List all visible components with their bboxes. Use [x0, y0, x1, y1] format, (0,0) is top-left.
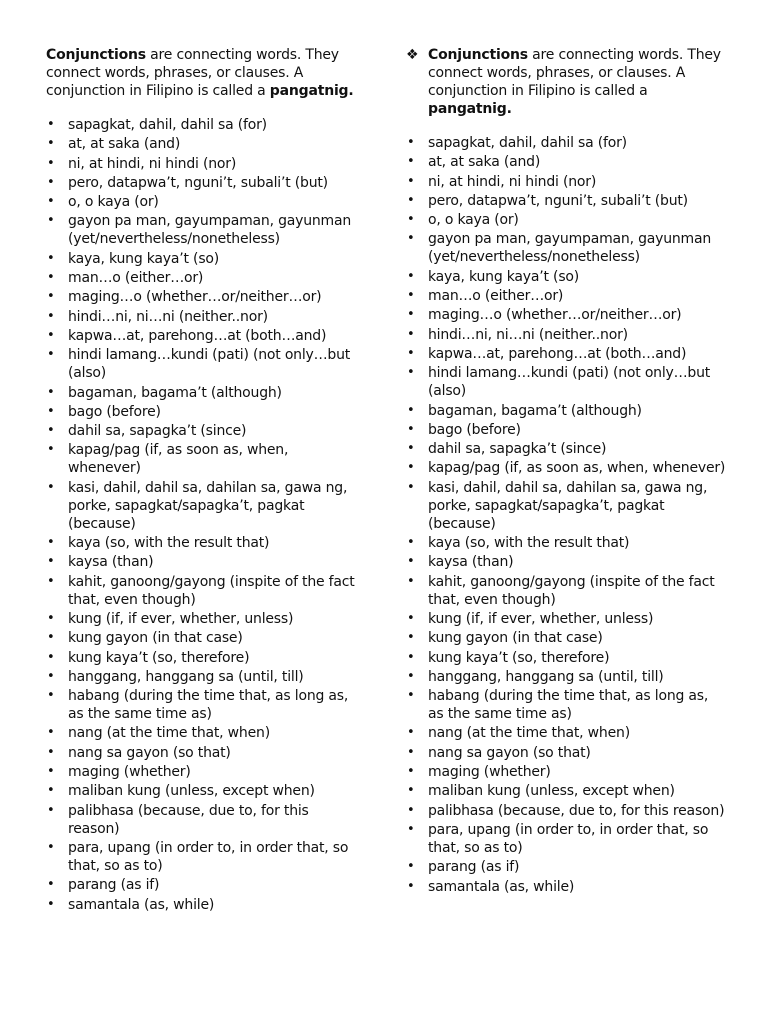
left-intro-paragraph [46, 46, 364, 100]
right-list-item: • kung kaya’t (so, therefore) [406, 649, 726, 667]
right-list-item: • hindi lamang…kundi (pati) (not only…but (also) [406, 364, 726, 400]
left-list-item: • maging (whether) [46, 763, 364, 781]
left-column [46, 46, 364, 915]
left-list-item: • kaya (so, with the result that) [46, 534, 364, 552]
right-column [406, 46, 726, 897]
left-list-item: • bago (before) [46, 403, 364, 421]
left-list-item: • kung kaya’t (so, therefore) [46, 649, 364, 667]
left-list-item: • palibhasa (because, due to, for this reason) [46, 802, 364, 838]
left-list-item: • kasi, dahil, dahil sa, dahilan sa, gawa ng, porke, sapagkat/sapagka’t, pagkat (because) [46, 479, 364, 533]
right-list-item: • at, at saka (and) [406, 153, 726, 171]
right-list-item: • nang (at the time that, when) [406, 724, 726, 742]
right-list-item: • maging (whether) [406, 763, 726, 781]
left-list-item: • sapagkat, dahil, dahil sa (for) [46, 116, 364, 134]
left-list-item: • pero, datapwa’t, nguni’t, subali’t (but) [46, 174, 364, 192]
right-list-item: • kasi, dahil, dahil sa, dahilan sa, gawa ng, porke, sapagkat/sapagka’t, pagkat (because) [406, 479, 726, 533]
right-list-item: • kaysa (than) [406, 553, 726, 571]
left-list-item: • kapwa…at, parehong…at (both…and) [46, 327, 364, 345]
left-list-item: • kaya, kung kaya’t (so) [46, 250, 364, 268]
left-list-item: • kung gayon (in that case) [46, 629, 364, 647]
right-list-item: • kapag/pag (if, as soon as, when, whenever) [406, 459, 726, 477]
right-list-item: • maging…o (whether…or/neither…or) [406, 306, 726, 324]
right-list-item: • hanggang, hanggang sa (until, till) [406, 668, 726, 686]
right-intro-end: . [506, 101, 512, 117]
left-list-item: • para, upang (in order to, in order that, so that, so as to) [46, 839, 364, 875]
right-list-item: • maliban kung (unless, except when) [406, 782, 726, 800]
right-conjunction-list [406, 134, 726, 896]
right-list-item: • gayon pa man, gayumpaman, gayunman (yet/nevertheless/nonetheless) [406, 230, 726, 266]
diamond-bullet-icon: ❖ [406, 47, 419, 63]
left-list-item: • maliban kung (unless, except when) [46, 782, 364, 800]
left-intro-term2: pangatnig [269, 83, 349, 99]
right-intro-text: are connecting words. They connect words, phrases, or clauses. A conjunction in Filipino is called a [428, 47, 721, 99]
left-list-item: • ni, at hindi, ni hindi (nor) [46, 155, 364, 173]
left-list-item: • parang (as if) [46, 876, 364, 894]
left-intro-text: are connecting words. They connect words, phrases, or clauses. A conjunction in Filipino is called a [46, 47, 339, 99]
right-list-item: • kung gayon (in that case) [406, 629, 726, 647]
right-list-item: • bagaman, bagama’t (although) [406, 402, 726, 420]
right-list-item: • kapwa…at, parehong…at (both…and) [406, 345, 726, 363]
right-list-item: • sapagkat, dahil, dahil sa (for) [406, 134, 726, 152]
left-conjunction-list [46, 116, 364, 914]
right-list-item: • samantala (as, while) [406, 878, 726, 896]
right-list-item: • nang sa gayon (so that) [406, 744, 726, 762]
right-list-item: • bago (before) [406, 421, 726, 439]
right-list-item: • habang (during the time that, as long as, as the same time as) [406, 687, 726, 723]
left-list-item: • kung (if, if ever, whether, unless) [46, 610, 364, 628]
left-list-item: • gayon pa man, gayumpaman, gayunman (yet/nevertheless/nonetheless) [46, 212, 364, 248]
right-list-item: • para, upang (in order to, in order that, so that, so as to) [406, 821, 726, 857]
right-list-item: • o, o kaya (or) [406, 211, 726, 229]
left-list-item: • bagaman, bagama’t (although) [46, 384, 364, 402]
left-list-item: • hindi lamang…kundi (pati) (not only…but (also) [46, 346, 364, 382]
left-list-item: • nang (at the time that, when) [46, 724, 364, 742]
left-list-item: • hanggang, hanggang sa (until, till) [46, 668, 364, 686]
right-list-item: • kaya (so, with the result that) [406, 534, 726, 552]
right-list-item: • kung (if, if ever, whether, unless) [406, 610, 726, 628]
right-list-item: • kahit, ganoong/gayong (inspite of the fact that, even though) [406, 573, 726, 609]
right-list-item: • pero, datapwa’t, nguni’t, subali’t (but) [406, 192, 726, 210]
right-list-item: • palibhasa (because, due to, for this reason) [406, 802, 726, 820]
left-list-item: • hindi…ni, ni…ni (neither..nor) [46, 308, 364, 326]
left-list-item: • habang (during the time that, as long as, as the same time as) [46, 687, 364, 723]
right-intro-term: Conjunctions [428, 47, 528, 63]
left-list-item: • kahit, ganoong/gayong (inspite of the fact that, even though) [46, 573, 364, 609]
right-list-item: • dahil sa, sapagka’t (since) [406, 440, 726, 458]
right-list-item: • ni, at hindi, ni hindi (nor) [406, 173, 726, 191]
right-intro-term2: pangatnig [428, 101, 507, 117]
left-list-item: • nang sa gayon (so that) [46, 744, 364, 762]
left-list-item: • samantala (as, while) [46, 896, 364, 914]
left-list-item: • kapag/pag (if, as soon as, when, whenever) [46, 441, 364, 477]
left-list-item: • kaysa (than) [46, 553, 364, 571]
right-list-item: • man…o (either…or) [406, 287, 726, 305]
left-list-item: • o, o kaya (or) [46, 193, 364, 211]
right-list-item: • parang (as if) [406, 858, 726, 876]
left-intro-end: . [348, 83, 354, 99]
left-list-item: • man…o (either…or) [46, 269, 364, 287]
right-intro-paragraph [406, 46, 726, 118]
left-intro-term: Conjunctions [46, 47, 146, 63]
left-list-item: • at, at saka (and) [46, 135, 364, 153]
right-list-item: • hindi…ni, ni…ni (neither..nor) [406, 326, 726, 344]
left-list-item: • dahil sa, sapagka’t (since) [46, 422, 364, 440]
right-list-item: • kaya, kung kaya’t (so) [406, 268, 726, 286]
left-list-item: • maging…o (whether…or/neither…or) [46, 288, 364, 306]
